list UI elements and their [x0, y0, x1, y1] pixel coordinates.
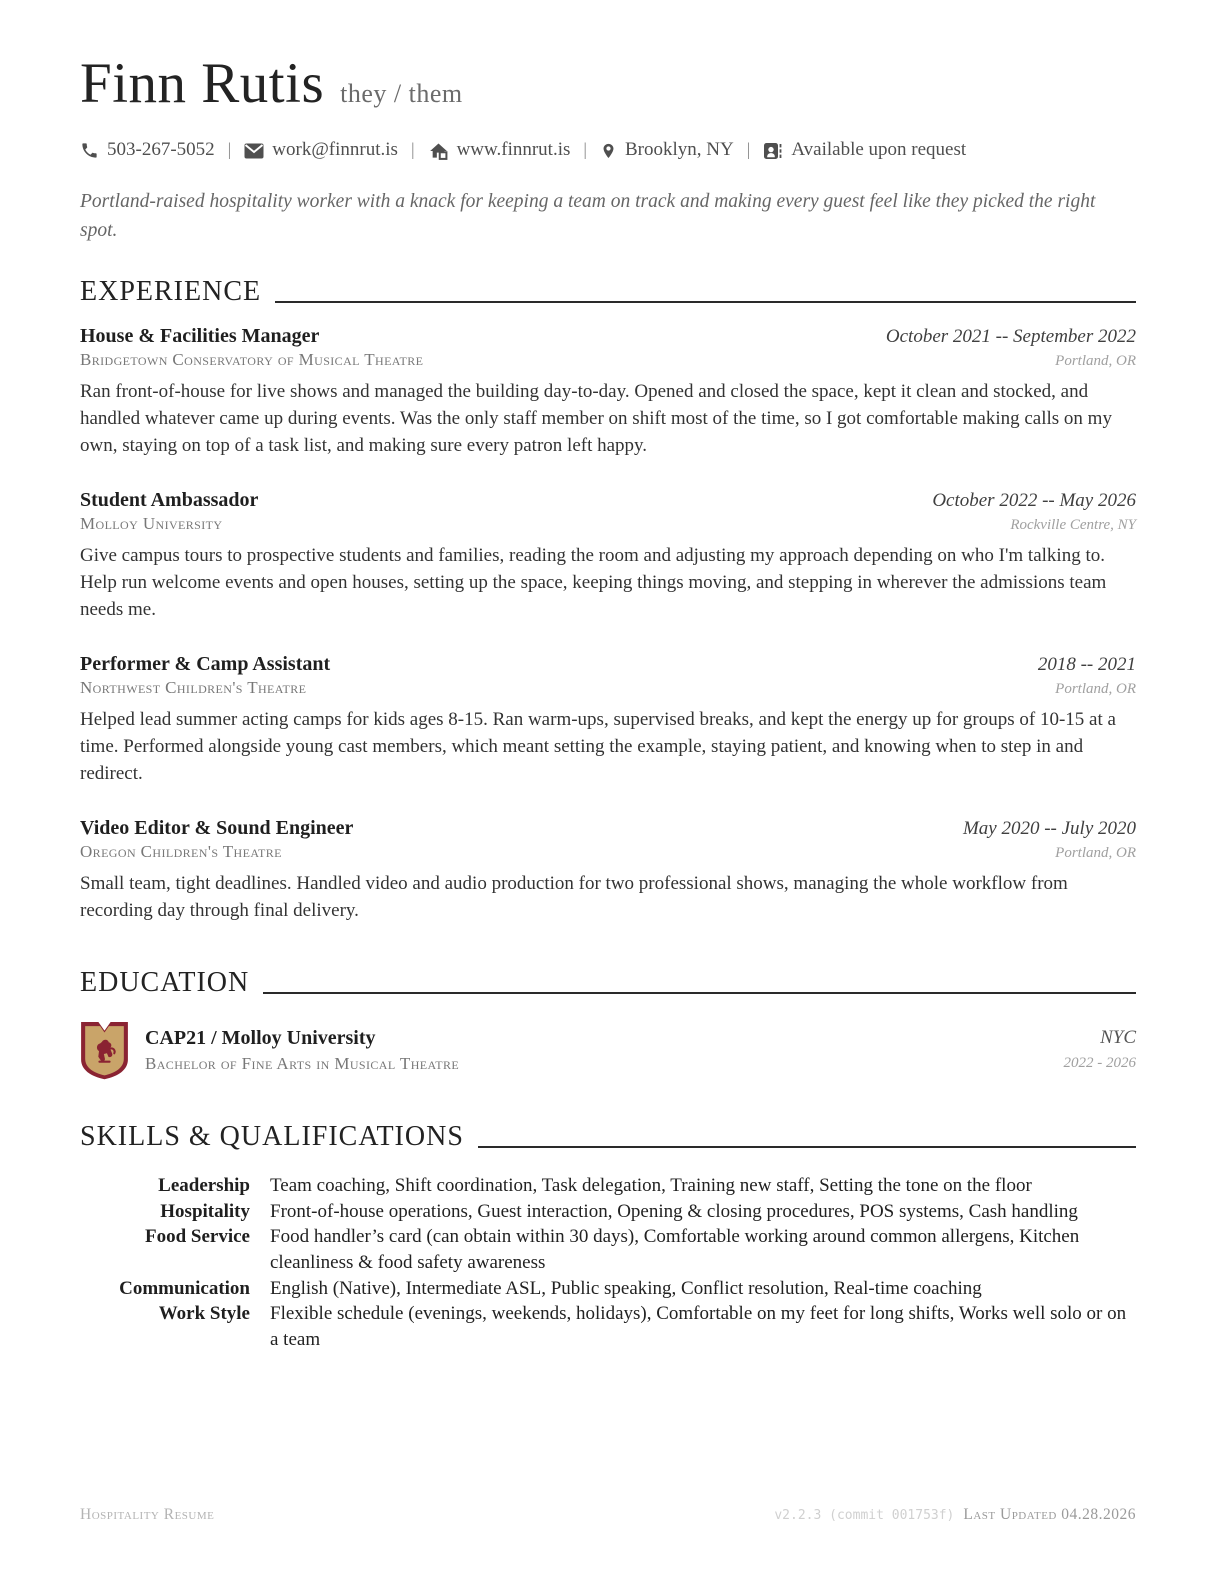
education-title: EDUCATION: [80, 967, 250, 998]
skill-label: Hospitality: [160, 1200, 250, 1222]
website-icon: [428, 141, 449, 161]
name-row: [80, 54, 1136, 114]
contact-separator: |: [583, 139, 587, 160]
job-title: Student Ambassador: [80, 489, 259, 512]
footer-last-updated: Last Updated 04.28.2026: [963, 1506, 1136, 1523]
website-url: www.finnrut.is: [456, 138, 571, 160]
job-dates: October 2022 -- May 2026: [932, 490, 1136, 512]
job-company: Molloy University: [80, 514, 223, 534]
skills-heading: [80, 1121, 1136, 1153]
school-location: NYC: [1100, 1027, 1136, 1048]
email-icon: [244, 143, 264, 159]
job-dates: May 2020 -- July 2020: [962, 818, 1136, 840]
degree-name: Bachelor of Fine Arts in Musical Theatre: [145, 1054, 460, 1073]
skill-label: Work Style: [158, 1303, 250, 1325]
skill-value: Team coaching, Shift coordination, Task delegation, Training new staff, Setting the tone on the floor: [270, 1175, 1032, 1196]
resume-header: [80, 54, 1136, 245]
skill-label: Food Service: [144, 1226, 250, 1248]
contact-phone: [80, 139, 215, 161]
footer-document-type: Hospitality Resume: [80, 1506, 215, 1523]
contact-references: [763, 139, 966, 161]
job-company: Northwest Children's Theatre: [80, 678, 307, 698]
page-footer: [80, 1506, 1136, 1524]
education-text: [145, 1021, 459, 1074]
contact-location: [600, 139, 734, 161]
job-title: House & Facilities Manager: [80, 325, 320, 348]
job-title: Video Editor & Sound Engineer: [80, 817, 354, 840]
job-company: Bridgetown Conservatory of Musical Theatre: [80, 350, 424, 370]
experience-title: EXPERIENCE: [80, 276, 262, 308]
university-crest-icon: [80, 1021, 129, 1085]
contact-separator: |: [746, 139, 751, 160]
contact-separator: |: [227, 139, 232, 160]
skill-value: Front-of-house operations, Guest interaction, Opening & closing procedures, POS systems, Cash handling: [270, 1200, 1078, 1222]
job-entry: [80, 817, 1136, 925]
experience-section: [80, 276, 1136, 925]
job-entry: [80, 489, 1136, 624]
location-text: Brooklyn, NY: [625, 138, 734, 160]
education-entry: [80, 1021, 1136, 1085]
skills-title: SKILLS & QUALIFICATIONS: [80, 1121, 464, 1152]
footer-meta: [774, 1506, 1136, 1524]
phone-number: 503-267-5052: [107, 138, 215, 160]
education-section: [80, 967, 1136, 1085]
skill-value: Food handler’s card (can obtain within 30 days), Comfortable working around common allergens, Kitchen cleanliness & food safety awareness: [270, 1226, 1080, 1273]
references-text: Available upon request: [791, 138, 967, 160]
job-description: Ran front-of-house for live shows and managed the building day-to-day. Opened and closed the space, kept it clean and stocked, and handled whatever came up during events. Was the only staff member on shift most of the time, so I got comfortable making calls on my own, staying on top of a task list, and making sure every patron left happy.: [80, 381, 1112, 457]
contact-email: [244, 139, 398, 161]
skill-value: English (Native), Intermediate ASL, Public speaking, Conflict resolution, Real-time coaching: [270, 1277, 982, 1299]
contact-card-icon: [763, 141, 783, 161]
education-heading: [80, 967, 1136, 999]
person-name: Finn Rutis: [80, 52, 325, 115]
section-rule: [478, 1146, 1136, 1148]
job-entry: [80, 653, 1136, 788]
contact-row: [80, 139, 1136, 161]
pronouns: they / them: [340, 79, 463, 108]
job-title: Performer & Camp Assistant: [80, 653, 331, 676]
contact-website: [428, 139, 571, 161]
skills-grid: [80, 1173, 1136, 1352]
skill-value: Flexible schedule (evenings, weekends, holidays), Comfortable on my feet for long shifts, Works well solo or on a team: [270, 1303, 1127, 1350]
job-dates: October 2021 -- September 2022: [885, 326, 1136, 348]
location-icon: [600, 141, 617, 161]
footer-version: v2.2.3 (commit 001753f): [774, 1508, 955, 1523]
job-description: Give campus tours to prospective students and families, reading the room and adjusting my approach depending on who I'm talking to. Help run welcome events and open houses, setting up the space, keeping things moving, and stepping in wherever the admissions team needs me.: [80, 545, 1107, 621]
job-location: Portland, OR: [1055, 353, 1136, 370]
job-description: Helped lead summer acting camps for kids ages 8-15. Ran warm-ups, supervised breaks, and kept the energy up for groups of 10-15 at a time. Performed alongside young cast members, which meant setting the example, staying patient, and knowing when to step in and redirect.: [80, 709, 1116, 785]
skill-label: Communication: [119, 1277, 250, 1299]
phone-icon: [80, 141, 99, 160]
email-address: work@finnrut.is: [272, 138, 398, 160]
education-meta: [1064, 1027, 1137, 1072]
experience-heading: [80, 276, 1136, 308]
school-dates: 2022 - 2026: [1063, 1055, 1136, 1071]
section-rule: [275, 301, 1136, 303]
summary-text: Portland-raised hospitality worker with a knack for keeping a team on track and making every guest feel like they picked the right spot.: [80, 190, 1096, 242]
skill-label: Leadership: [158, 1175, 250, 1196]
section-rule: [263, 992, 1136, 994]
contact-separator: |: [410, 139, 415, 160]
school-name: CAP21 / Molloy University: [145, 1027, 376, 1049]
job-entry: [80, 325, 1136, 460]
job-description: Small team, tight deadlines. Handled video and audio production for two professional shows, managing the whole workflow from recording day through final delivery.: [80, 873, 1068, 922]
job-location: Rockville Centre, NY: [1010, 517, 1136, 534]
job-location: Portland, OR: [1055, 845, 1136, 862]
job-company: Oregon Children's Theatre: [80, 842, 282, 862]
job-dates: 2018 -- 2021: [1037, 654, 1136, 676]
job-location: Portland, OR: [1055, 681, 1136, 698]
skills-section: [80, 1121, 1136, 1352]
